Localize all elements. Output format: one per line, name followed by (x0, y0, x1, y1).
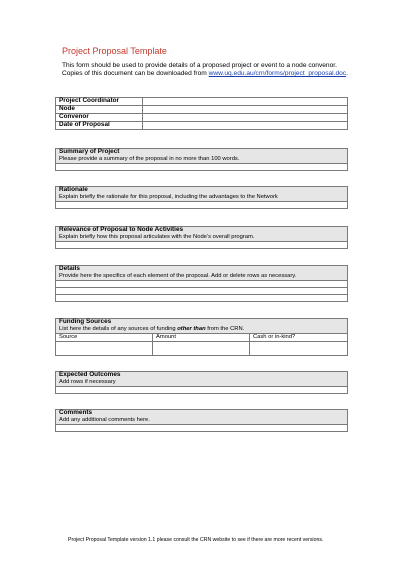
intro-link-end: . (346, 70, 348, 78)
download-link[interactable]: www.uq.edu.au/crn/forms/project_proposal.doc (208, 70, 347, 78)
funding-desc-after: from the CRN. (205, 325, 245, 332)
funding-header (56, 319, 348, 334)
rationale-field[interactable] (56, 201, 348, 208)
funding-column-source: Source (56, 333, 153, 341)
comments-description: Add any additional comments here. (59, 416, 150, 423)
details-heading: Details (59, 265, 80, 272)
relevance-section (55, 226, 348, 249)
node-label: Node (56, 106, 143, 114)
project-coordinator-field[interactable] (143, 98, 348, 106)
intro-paragraph (62, 62, 352, 78)
document-title: Project Proposal Template (62, 46, 167, 56)
funding-amount-field[interactable] (153, 341, 250, 355)
rationale-header (56, 187, 348, 202)
summary-heading: Summary of Project (59, 148, 120, 155)
comments-header (56, 410, 348, 425)
summary-description: Please provide a summary of the proposal in no more than 100 words. (59, 155, 240, 162)
details-row[interactable] (56, 280, 348, 287)
outcomes-section (55, 371, 348, 394)
relevance-field[interactable] (56, 241, 348, 248)
comments-section (55, 409, 348, 432)
funding-description (59, 326, 344, 333)
details-row[interactable] (56, 294, 348, 301)
relevance-heading: Relevance of Proposal to Node Activities (59, 226, 184, 233)
relevance-description: Explain briefly how this proposal articulates with the Node’s overall program. (59, 233, 255, 240)
details-header (56, 266, 348, 281)
project-coordinator-label: Project Coordinator (56, 98, 143, 106)
summary-field[interactable] (56, 163, 348, 170)
details-section (55, 265, 348, 302)
funding-desc-before: List here the details of any sources of funding (59, 325, 178, 332)
funding-source-field[interactable] (56, 341, 153, 355)
intro-text: This form should be used to provide details of a proposed project or event to a node convenor. Copies of this document can be downloaded from (62, 62, 337, 78)
page-footer: Project Proposal Template version 1.1 please consult the CRN website to see if there are more recent versions. (68, 537, 324, 543)
table-row (56, 98, 348, 106)
funding-column-amount: Amount (153, 333, 250, 341)
date-of-proposal-label: Date of Proposal (56, 122, 143, 130)
convenor-field[interactable] (143, 114, 348, 122)
comments-heading: Comments (59, 409, 93, 416)
outcomes-field[interactable] (56, 386, 348, 393)
rationale-section (55, 186, 348, 209)
table-row (56, 122, 348, 130)
rationale-description: Explain briefly the rationale for this proposal, including the advantages to the Network (59, 193, 278, 200)
details-row[interactable] (56, 287, 348, 294)
table-row (56, 106, 348, 114)
relevance-header (56, 227, 348, 242)
funding-column-cash: Cash or in-kind? (250, 333, 348, 341)
convenor-label: Convenor (56, 114, 143, 122)
outcomes-heading: Expected Outcomes (59, 371, 121, 378)
funding-heading: Funding Sources (59, 318, 112, 325)
outcomes-header (56, 372, 348, 387)
summary-header (56, 149, 348, 164)
rationale-heading: Rationale (59, 186, 88, 193)
summary-section (55, 148, 348, 171)
details-description: Provide here the specifics of each element of the proposal. Add or delete rows as necessary. (59, 272, 297, 279)
outcomes-description: Add rows if necessary (59, 378, 116, 385)
date-of-proposal-field[interactable] (143, 122, 348, 130)
project-info-table (55, 97, 348, 130)
funding-desc-emphasis: other than (177, 325, 206, 332)
funding-cash-field[interactable] (250, 341, 348, 355)
comments-field[interactable] (56, 424, 348, 431)
funding-section (55, 318, 348, 356)
node-field[interactable] (143, 106, 348, 114)
